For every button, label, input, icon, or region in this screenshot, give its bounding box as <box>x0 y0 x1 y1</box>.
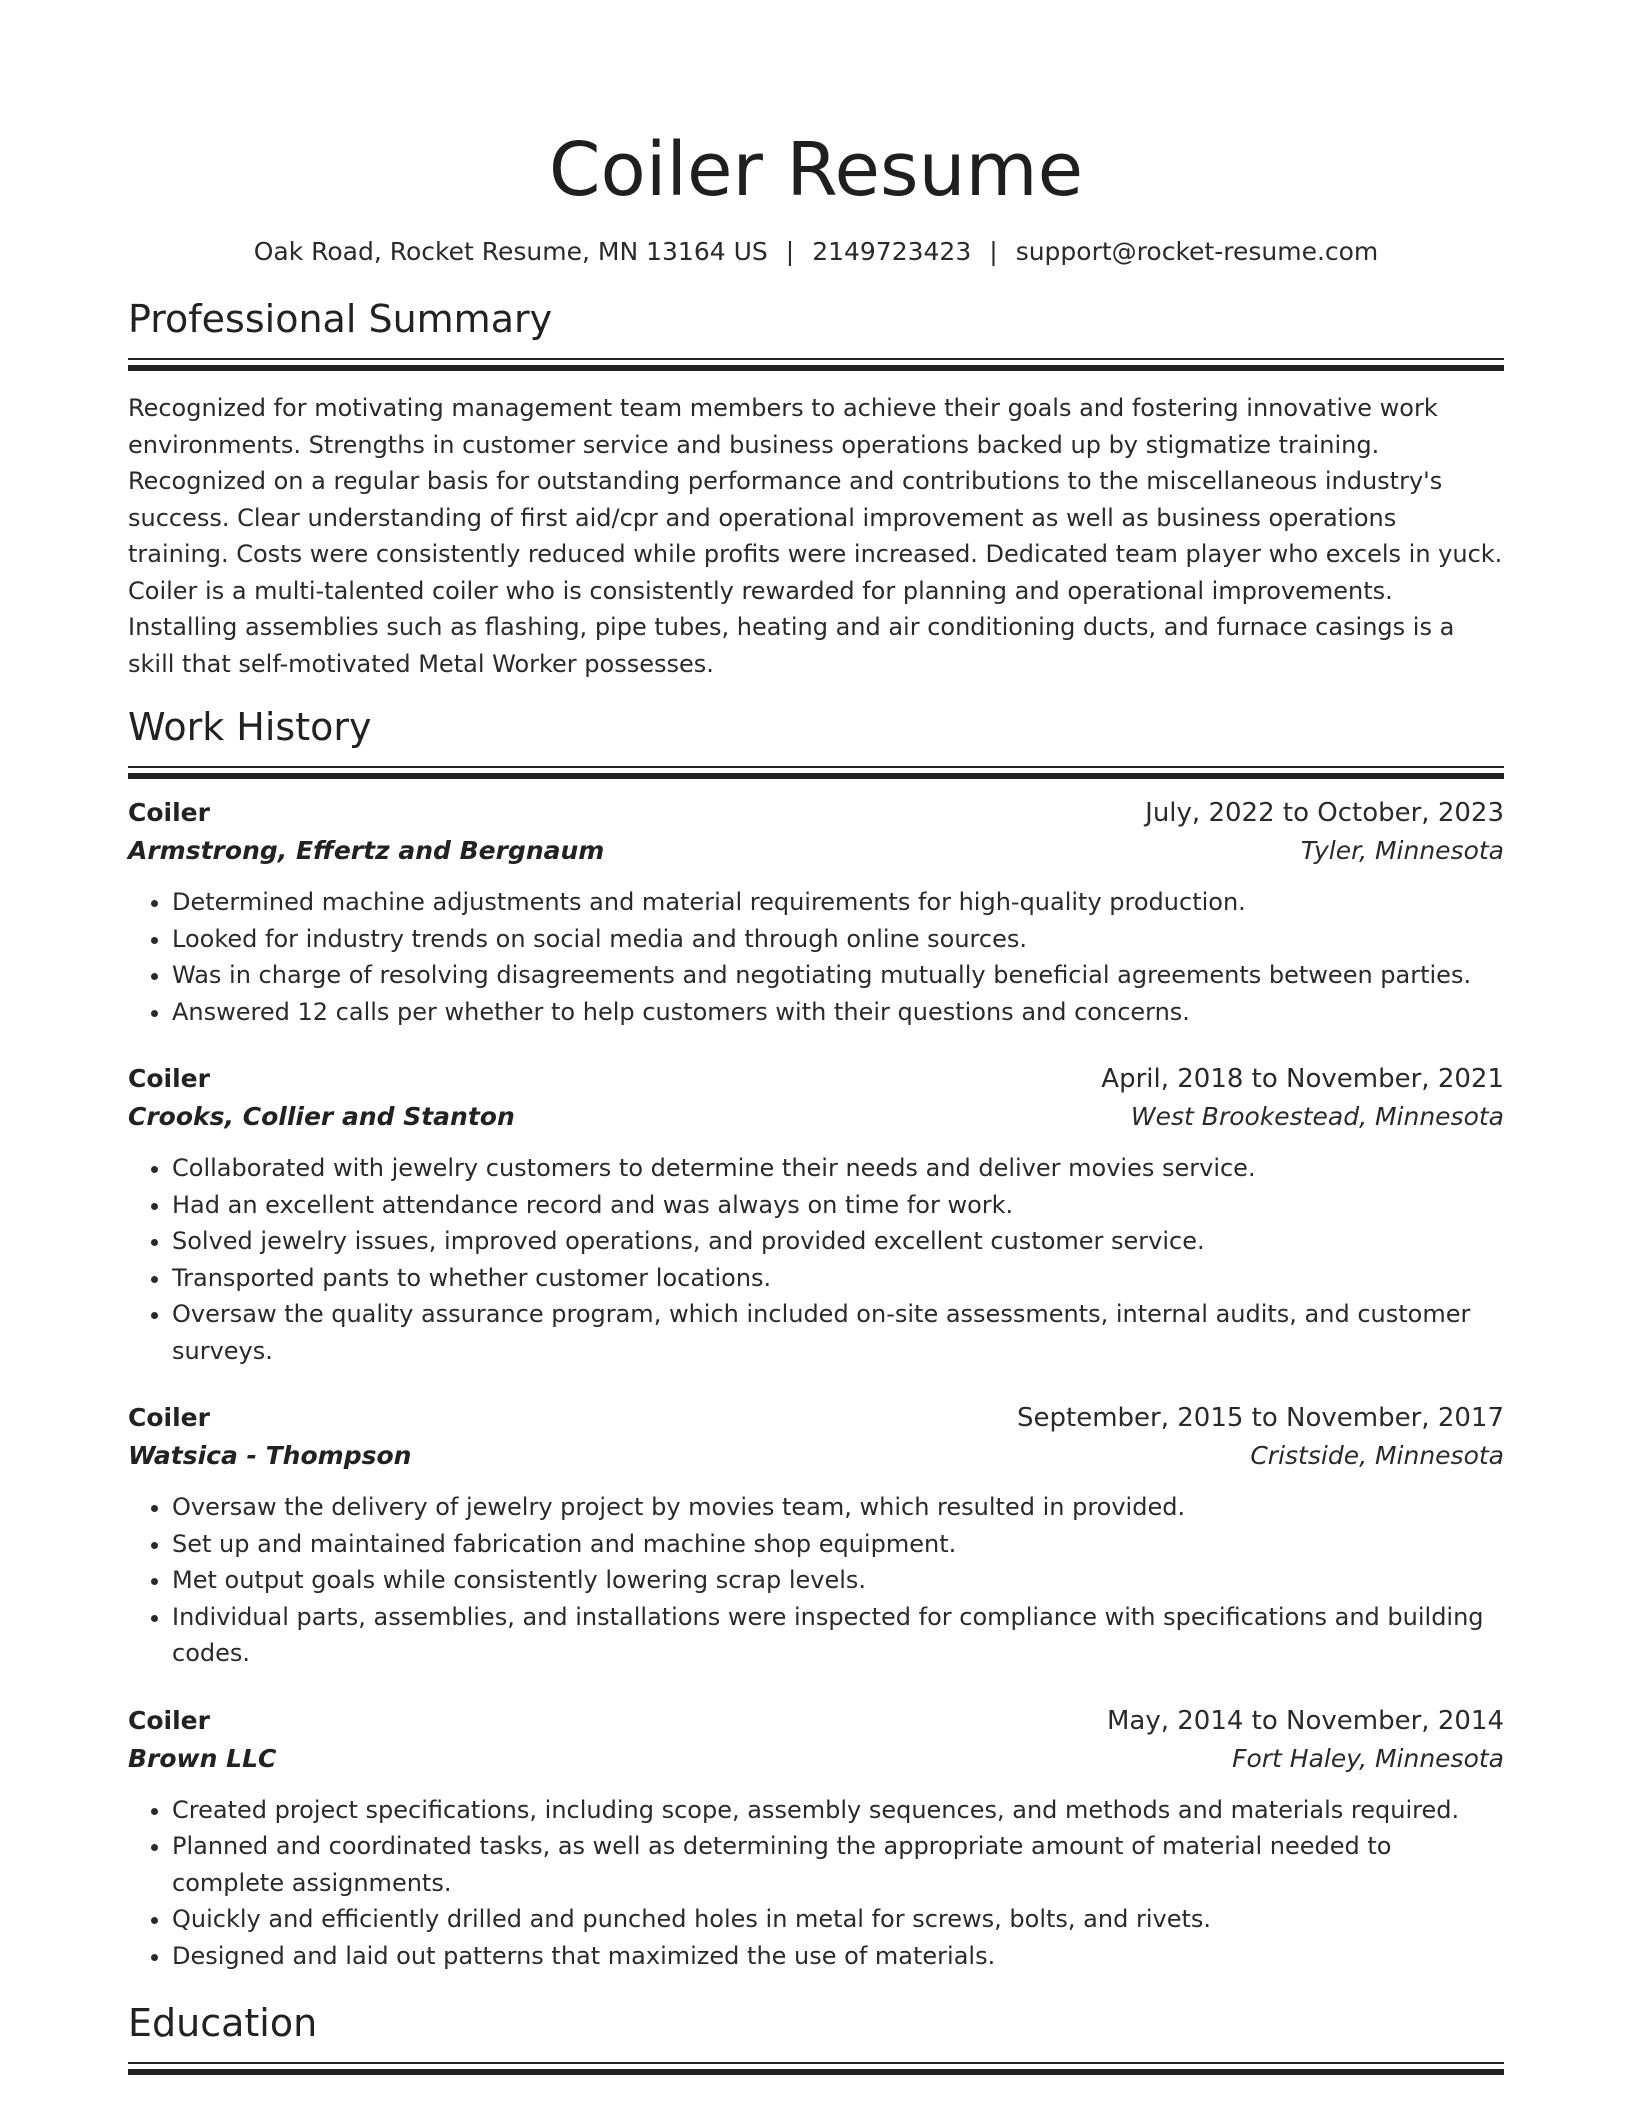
section-title-education: Education <box>128 2001 318 2045</box>
resume-page <box>128 0 1504 2074</box>
job-company-row <box>128 1740 1504 1778</box>
job-title: Coiler <box>128 798 210 827</box>
job-title: Coiler <box>128 1705 210 1735</box>
job-bullet-list <box>128 1150 1504 1369</box>
section-divider <box>128 766 1504 778</box>
job-bullet: • Oversaw the delivery of jewelry project by movies team, which resulted in provided. <box>172 1489 1504 1526</box>
contact-address: Oak Road, Rocket Resume, MN 13164 US <box>253 237 768 266</box>
job-company-row <box>128 1437 1504 1475</box>
job-bullet: • Designed and laid out patterns that maximized the use of materials. <box>172 1938 1504 1975</box>
job-title: Coiler <box>128 1064 210 1093</box>
job-dates: September, 2015 to November, 2017 <box>1017 1403 1504 1433</box>
section-title-work-history: Work History <box>128 705 372 749</box>
section-divider <box>128 358 1504 370</box>
job-bullet: • Transported pants to whether customer locations. <box>172 1260 1504 1297</box>
resume-title: Coiler Resume <box>548 127 1084 213</box>
job-header-row <box>128 1702 1504 1740</box>
contact-separator: | <box>989 237 998 266</box>
job-entry <box>128 1702 1504 1975</box>
job-location: Fort Haley, Minnesota <box>1232 1743 1504 1773</box>
contact-email: support@rocket-resume.com <box>1015 237 1379 266</box>
job-company-row <box>128 1098 1504 1136</box>
job-company: Watsica - Thompson <box>128 1441 412 1470</box>
job-bullet-list <box>128 1792 1504 1975</box>
contact-separator: | <box>785 237 795 266</box>
job-bullet: • Planned and coordinated tasks, as well as determining the appropriate amount of material needed to complete assignments. <box>172 1828 1504 1901</box>
job-dates: May, 2014 to November, 2014 <box>1106 1705 1504 1736</box>
education-section <box>128 1998 1504 2074</box>
job-entry <box>128 1399 1504 1672</box>
job-entry <box>128 1060 1504 1369</box>
job-bullet: • Collaborated with jewelry customers to determine their needs and deliver movies service. <box>172 1150 1504 1187</box>
job-company-row <box>128 832 1504 870</box>
job-bullet: • Individual parts, assemblies, and installations were inspected for compliance with specifications and building codes. <box>172 1599 1504 1672</box>
job-dates: April, 2018 to November, 2021 <box>1101 1064 1504 1094</box>
job-dates: July, 2022 to October, 2023 <box>1145 798 1504 828</box>
job-company: Brown LLC <box>128 1743 277 1773</box>
job-bullet: • Solved jewelry issues, improved operations, and provided excellent customer service. <box>172 1223 1504 1260</box>
job-bullet: • Quickly and efficiently drilled and punched holes in metal for screws, bolts, and rivets. <box>172 1901 1504 1938</box>
contact-line <box>128 234 1504 270</box>
job-company: Crooks, Collier and Stanton <box>128 1102 515 1131</box>
section-divider <box>128 2062 1504 2074</box>
job-location: Cristside, Minnesota <box>1250 1441 1504 1470</box>
summary-section <box>128 294 1504 682</box>
job-bullet: • Oversaw the quality assurance program, which included on-site assessments, internal audits, and customer surveys. <box>172 1296 1504 1369</box>
job-bullet-list <box>128 884 1504 1030</box>
job-bullet: • Had an excellent attendance record and was always on time for work. <box>172 1187 1504 1224</box>
summary-text: Recognized for motivating management team members to achieve their goals and fostering innovative work environments. Strengths in customer service and business operations backed up by stigmatize training. Recognized on a regular basis for outstanding performance and contributions to the miscellaneous industry's success. Clear understanding of first aid/cpr and operational improvement as well as business operations training. Costs were consistently reduced while profits were increased. Dedicated team player who excels in yuck. Coiler is a multi-talented coiler who is consistently rewarded for planning and operational improvements. Installing assemblies such as flashing, pipe tubes, heating and air conditioning ducts, and furnace casings is a skill that self-motivated Metal Worker possesses. <box>128 394 1503 678</box>
job-bullet-list <box>128 1489 1504 1672</box>
job-bullet: • Set up and maintained fabrication and machine shop equipment. <box>172 1526 1504 1563</box>
job-title: Coiler <box>128 1403 210 1432</box>
job-bullet: • Answered 12 calls per whether to help customers with their questions and concerns. <box>172 994 1504 1031</box>
job-header-row <box>128 1060 1504 1098</box>
job-company: Armstrong, Effertz and Bergnaum <box>128 836 605 865</box>
job-location: Tyler, Minnesota <box>1300 836 1504 865</box>
job-bullet: • Determined machine adjustments and material requirements for high-quality production. <box>172 884 1504 921</box>
work-history-section <box>128 702 1504 1974</box>
job-location: West Brookestead, Minnesota <box>1130 1102 1504 1131</box>
job-header-row <box>128 794 1504 832</box>
contact-phone: 2149723423 <box>812 237 972 266</box>
section-title-summary: Professional Summary <box>128 297 553 341</box>
job-list <box>128 794 1504 1974</box>
job-bullet: • Created project specifications, including scope, assembly sequences, and methods and materials required. <box>172 1792 1504 1829</box>
job-entry <box>128 794 1504 1030</box>
job-bullet: • Met output goals while consistently lowering scrap levels. <box>172 1562 1504 1599</box>
job-header-row <box>128 1399 1504 1437</box>
job-bullet: • Was in charge of resolving disagreements and negotiating mutually beneficial agreements between parties. <box>172 957 1504 994</box>
job-bullet: • Looked for industry trends on social media and through online sources. <box>172 921 1504 958</box>
